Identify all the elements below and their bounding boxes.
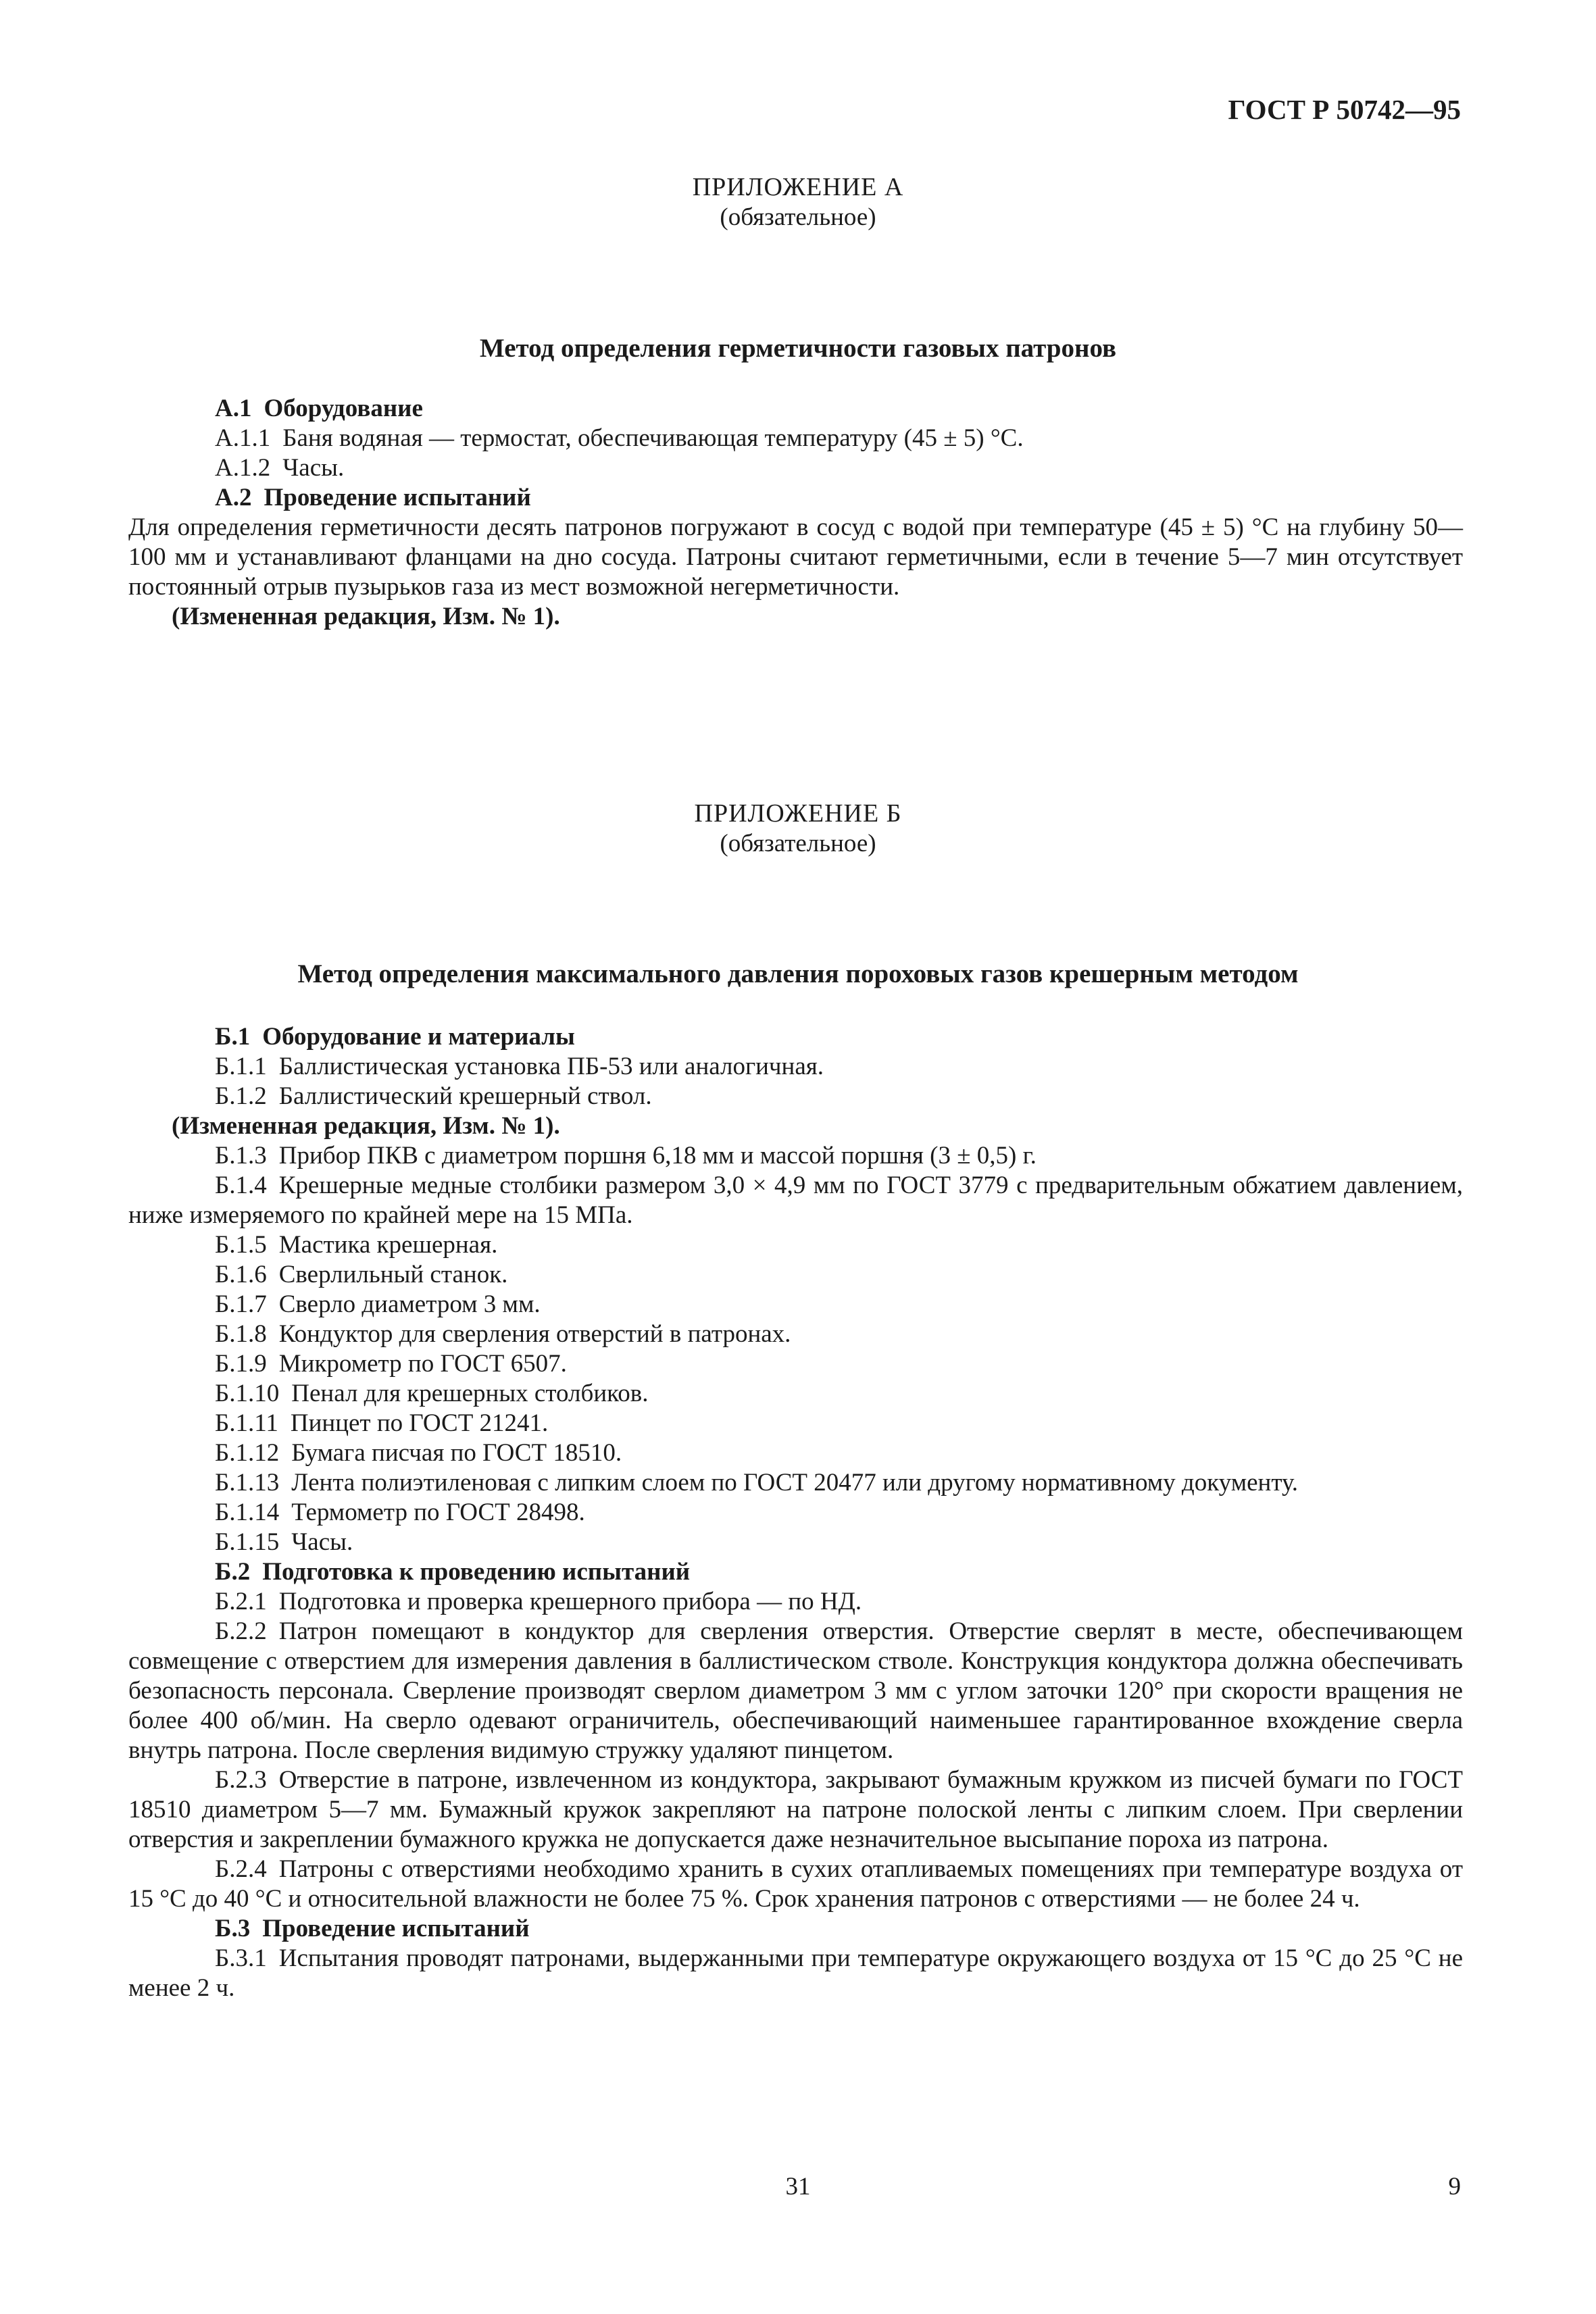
standard-number: ГОСТ Р 50742—95	[1228, 94, 1461, 125]
clause-number: Б.1.14	[215, 1499, 280, 1526]
clause-item	[128, 1319, 1463, 1349]
clause-text: Лента полиэтиленовая с липким слоем по ГОСТ 20477 или другому нормативному документу.	[291, 1469, 1299, 1496]
clause-number: Б.1.10	[215, 1380, 280, 1407]
amendment-note	[128, 1111, 1463, 1141]
clause-item	[128, 424, 1463, 453]
clause-number: Б.2	[215, 1558, 251, 1586]
clause-item	[128, 1349, 1463, 1379]
clause-number: Б.1.1	[215, 1053, 267, 1080]
appendix-a-title: ПРИЛОЖЕНИЕ А	[692, 173, 904, 201]
clause-text: Баллистический крешерный ствол.	[278, 1082, 652, 1110]
clause-number: Б.2.2	[215, 1617, 267, 1645]
clause-number: Б.1.3	[215, 1142, 267, 1169]
clause-item	[128, 1587, 1463, 1617]
clause-text: Термометр по ГОСТ 28498.	[291, 1499, 585, 1526]
clause-item	[128, 1765, 1463, 1855]
clause-item	[128, 1528, 1463, 1557]
clause-number: Б.1	[215, 1023, 251, 1051]
clause-text: Для определения герметичности десять патронов погружают в сосуд с водой при температуре (45 ± 5) °С на глубину 50—100 мм и устанавливают фланцами на дно сосуда. Патроны считают герметичными, если в течение 5—7 мин отсутствует постоянный отрыв пузырьков газа из мест возможной негерметичности.	[128, 513, 1463, 601]
section-heading	[128, 1022, 1463, 1052]
clause-item	[128, 1260, 1463, 1290]
clause-number: Б.1.9	[215, 1350, 267, 1378]
clause-item	[128, 1438, 1463, 1468]
clause-item	[128, 1171, 1463, 1230]
clause-number: Б.1.12	[215, 1439, 280, 1467]
clause-number: А.1.1	[215, 424, 271, 452]
clause-item	[128, 1468, 1463, 1498]
amendment-note	[128, 602, 1463, 632]
clause-item	[128, 1855, 1463, 1914]
clause-text: Пенал для крешерных столбиков.	[291, 1380, 649, 1407]
clause-item	[128, 1052, 1463, 1082]
clause-item	[128, 1082, 1463, 1111]
clause-text: Баня водяная — термостат, обеспечивающая температуру (45 ± 5) °С.	[282, 424, 1024, 452]
clause-text: Прибор ПКВ с диаметром поршня 6,18 мм и массой поршня (3 ± 0,5) г.	[278, 1142, 1037, 1169]
clause-text: Крешерные медные столбики размером 3,0 × 4,9 мм по ГОСТ 3779 с предварительным обжатием давлением, ниже измеряемого по крайней мере на 15 МПа.	[128, 1172, 1463, 1229]
clause-number: Б.3.1	[215, 1944, 267, 1972]
clause-number: А.1	[215, 395, 252, 422]
clause-number: Б.1.11	[215, 1409, 278, 1437]
clause-number: Б.2.3	[215, 1766, 267, 1794]
section-heading	[128, 1557, 1463, 1587]
clause-item	[128, 1230, 1463, 1260]
clause-text: Патрон помещают в кондуктор для сверления отверстия. Отверстие сверлят в месте, обеспечивающем совмещение с отверстием для измерения давления в баллистическом стволе. Конструкция кондуктора должна обеспечивать безопасность персонала. Сверление производят сверлом диаметром 3 мм с углом заточки 120° при скорости вращения не более 400 об/мин. На сверло одевают ограничитель, обеспечивающий наименьшее гарантированное вхождение сверла внутрь патрона. После сверления видимую стружку удаляют пинцетом.	[128, 1617, 1463, 1764]
clause-number: Б.1.6	[215, 1261, 267, 1288]
clause-text: Мастика крешерная.	[278, 1231, 498, 1259]
clause-text: (Измененная редакция, Изм. № 1).	[172, 1112, 560, 1140]
clause-number: Б.2.1	[215, 1588, 267, 1615]
clause-number: Б.1.13	[215, 1469, 280, 1496]
page-number: 9	[1448, 2173, 1461, 2200]
appendix-a-method-title: Метод определения герметичности газовых патронов	[479, 334, 1117, 363]
clause-text: Часы.	[291, 1528, 353, 1556]
clause-text: Подготовка к проведению испытаний	[262, 1558, 691, 1586]
clause-text: Отверстие в патроне, извлеченном из кондуктора, закрывают бумажным кружком из писчей бумаги по ГОСТ 18510 диаметром 5—7 мм. Бумажный кружок закрепляют на патроне полоской ленты с липким слоем. При сверлении отверстия и закреплении бумажного кружка не допускается даже незначительное высыпание пороха из патрона.	[128, 1766, 1463, 1853]
section-heading	[128, 1914, 1463, 1944]
clause-item	[128, 1379, 1463, 1409]
clause-number: Б.3	[215, 1915, 251, 1942]
clause-text: Пинцет по ГОСТ 21241.	[290, 1409, 549, 1437]
clause-text: Проведение испытаний	[264, 484, 531, 511]
clause-text: Проведение испытаний	[262, 1915, 530, 1942]
clause-item	[128, 1141, 1463, 1171]
clause-number: Б.1.2	[215, 1082, 267, 1110]
clause-text: Оборудование	[264, 395, 423, 422]
clause-text: Патроны с отверстиями необходимо хранить в сухих отапливаемых помещениях при температуре воздуха от 15 °С до 40 °С и относительной влажности не более 75 %. Срок хранения патронов с отверстиями — не более 24 ч.	[128, 1855, 1463, 1913]
clause-text: Испытания проводят патронами, выдержанными при температуре окружающего воздуха от 15 °С до 25 °С не менее 2 ч.	[128, 1944, 1463, 2002]
clause-item	[128, 1409, 1463, 1438]
clause-text: Кондуктор для сверления отверстий в патронах.	[278, 1320, 791, 1348]
clause-item	[128, 453, 1463, 483]
clause-number: Б.1.4	[215, 1172, 267, 1199]
clause-number: Б.1.8	[215, 1320, 267, 1348]
clause-text: (Измененная редакция, Изм. № 1).	[172, 603, 560, 630]
clause-item	[128, 1498, 1463, 1528]
section-heading	[128, 394, 1463, 424]
clause-number: Б.1.15	[215, 1528, 280, 1556]
clause-text: Сверло диаметром 3 мм.	[278, 1290, 541, 1318]
clause-text: Оборудование и материалы	[262, 1023, 575, 1051]
clause-number: А.2	[215, 484, 252, 511]
appendix-b-subtitle: (обязательное)	[720, 830, 876, 857]
clause-number: Б.1.5	[215, 1231, 267, 1259]
appendix-b-method-title: Метод определения максимального давления пороховых газов крешерным методом	[297, 959, 1299, 988]
clause-item	[128, 1617, 1463, 1765]
sheet-number: 31	[785, 2173, 811, 2200]
clause-text: Сверлильный станок.	[278, 1261, 508, 1288]
appendix-b-title: ПРИЛОЖЕНИЕ Б	[694, 799, 902, 828]
appendix-b-body	[128, 1022, 1463, 2003]
clause-text: Часы.	[282, 454, 345, 482]
section-heading	[128, 483, 1463, 513]
body-paragraph	[128, 513, 1463, 602]
clause-item	[128, 1290, 1463, 1319]
clause-number: А.1.2	[215, 454, 271, 482]
clause-text: Подготовка и проверка крешерного прибора — по НД.	[278, 1588, 862, 1615]
clause-number: Б.2.4	[215, 1855, 267, 1883]
clause-text: Бумага писчая по ГОСТ 18510.	[291, 1439, 622, 1467]
appendix-a-body	[128, 394, 1463, 632]
clause-item	[128, 1944, 1463, 2003]
clause-number: Б.1.7	[215, 1290, 267, 1318]
clause-text: Баллистическая установка ПБ-53 или аналогичная.	[278, 1053, 824, 1080]
clause-text: Микрометр по ГОСТ 6507.	[278, 1350, 567, 1378]
appendix-a-subtitle: (обязательное)	[720, 203, 876, 231]
